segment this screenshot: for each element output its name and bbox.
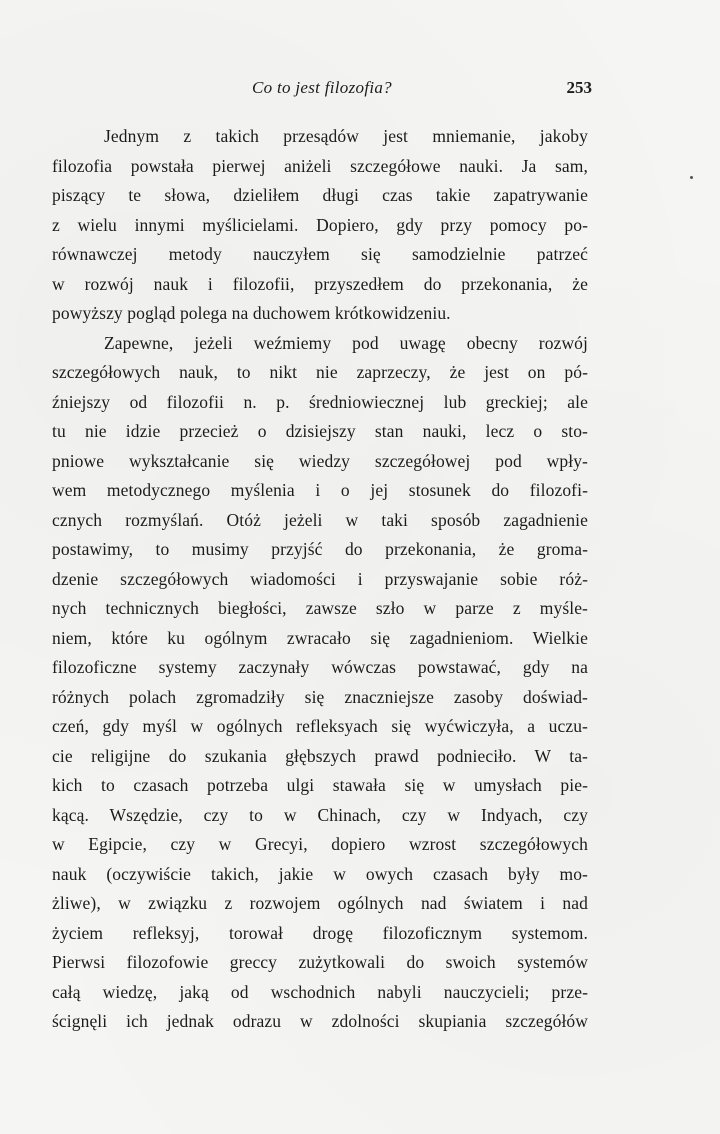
text-line: nauk (oczywiście takich, jakie w owych czasach były mo- [52, 863, 588, 884]
text-line: postawimy, to musimy przyjść do przekonania, że groma- [52, 539, 588, 559]
page-number: 253 [566, 78, 592, 97]
text-line: Jednym z takich przesądów jest mniemanie, jakoby [104, 126, 588, 146]
body-text [52, 122, 588, 1037]
text-line: pniowe wykształcanie się wiedzy szczegółowej pod wpły- [52, 450, 588, 471]
text-line: Zapewne, jeżeli weźmiemy pod uwagę obecny rozwój [104, 332, 588, 353]
text-line: z wielu innymi myślicielami. Dopiero, gdy przy pomocy po- [52, 214, 588, 235]
text-line: wem metodycznego myślenia i o jej stosunek do filozofi- [52, 480, 588, 500]
text-line: w Egipcie, czy w Grecyi, dopiero wzrost szczegółowych [52, 834, 588, 854]
text-line: cie religijne do szukania głębszych prawd podnieciło. W ta- [52, 745, 588, 766]
ink-speck [690, 176, 693, 179]
text-line: filozofia powstała pierwej aniżeli szczegółowe nauki. Ja sam, [52, 155, 588, 176]
text-line: życiem refleksyj, torował drogę filozoficznym systemom. [52, 922, 588, 943]
text-line: całą wiedzę, jaką od wschodnich nabyli nauczycieli; prze- [52, 981, 588, 1002]
text-line: różnych polach zgromadziły się znaczniejsze zasoby doświad- [52, 686, 588, 707]
running-head [52, 78, 592, 100]
text-line: szczegółowych nauk, to nikt nie zaprzeczy, że jest on pó- [52, 362, 588, 382]
running-title: Co to jest filozofia? [252, 78, 392, 97]
text-line: źniejszy od filozofii n. p. średniowiecznej lub greckiej; ale [52, 391, 588, 412]
text-line: równawczej metody nauczyłem się samodzielnie patrzeć [52, 244, 588, 264]
text-line: powyższy pogląd polega na duchowem krótkowidzeniu. [52, 303, 451, 323]
text-line: nych technicznych biegłości, zawsze szło w parze z myśle- [52, 598, 588, 618]
text-line: żliwe), w związku z rozwojem ogólnych nad światem i nad [52, 893, 588, 913]
text-line: w rozwój nauk i filozofii, przyszedłem do przekonania, że [52, 273, 588, 294]
text-line: filozoficzne systemy zaczynały wówczas powstawać, gdy na [52, 657, 588, 677]
text-line: tu nie idzie przecież o dzisiejszy stan nauki, lecz o sto- [52, 421, 588, 441]
text-line: kich to czasach potrzeba ulgi stawała się w umysłach pie- [52, 775, 588, 795]
text-line: niem, które ku ogólnym zwracało się zagadnieniom. Wielkie [52, 627, 588, 648]
text-line: czeń, gdy myśl w ogólnych refleksyach się wyćwiczyła, a uczu- [52, 716, 588, 736]
text-line: ścignęli ich jednak odrazu w zdolności skupiania szczegółów [52, 1011, 588, 1031]
text-line: Pierwsi filozofowie greccy zużytkowali do swoich systemów [52, 952, 588, 972]
text-line: cznych rozmyślań. Otóż jeżeli w taki sposób zagadnienie [52, 509, 588, 530]
text-line: dzenie szczegółowych wiadomości i przyswajanie sobie róż- [52, 568, 588, 589]
text-line: piszący te słowa, dzieliłem długi czas takie zapatrywanie [52, 185, 588, 205]
text-line: kącą. Wszędzie, czy to w Chinach, czy w Indyach, czy [52, 804, 588, 825]
